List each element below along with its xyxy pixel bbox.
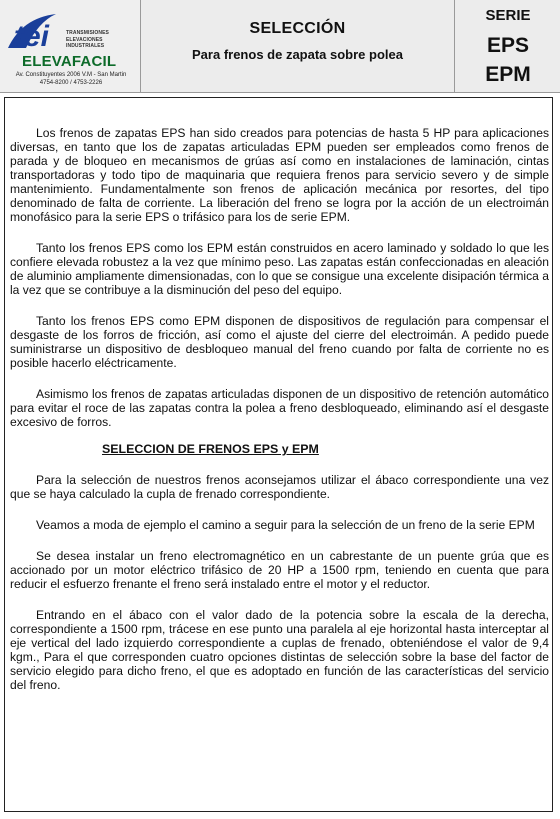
document-body: [4, 97, 553, 812]
company-address: Av. Constituyentes 2006 V.M - San Martin 4754-8200 / 4753-2226: [15, 72, 127, 86]
section-heading: SELECCION DE FRENOS EPS y EPM: [102, 442, 319, 456]
regulation-paragraph: Tanto los frenos EPS como EPM disponen de dispositivos de regulación para compensar el desgaste de los forros de fricción, así como el ajuste del cierre del electroimán. A pedido puede suministrarse un dispositivo de desbloqueo manual del freno cuando por falta de corriente no es posible hacerlo eléctricamente.: [10, 314, 549, 370]
header: [0, 0, 560, 93]
construction-paragraph: Tanto los frenos EPS como los EPM están construidos en acero laminado y soldado lo que les confiere elevada robustez a la vez que mínimo peso. Las zapatas están confeccionadas en aleación de aluminio ampliamente dimensionadas, con lo que se consigue una excelente disipación térmica a la vez que se contribuye a la disminución del peso del equipo.: [10, 241, 549, 297]
tei-logo-icon: [4, 8, 68, 56]
brand-name: ELEVAFACIL: [22, 53, 117, 70]
svg-text:tei: tei: [14, 20, 50, 53]
logo-tagline: TRANSMISIONES ELEVACIONES INDUSTRIALES: [66, 30, 109, 49]
serie-epm: EPM: [485, 63, 531, 86]
page-subtitle: Para frenos de zapata sobre polea: [192, 47, 403, 62]
abacus-paragraph: Entrando en el ábaco con el valor dado de la potencia sobre la escala de la derecha, correspondiente a 1500 rpm, trácese en ese punto una paralela al eje horizontal hasta interceptar al eje vertical del lado izquierdo correspondiente a cuplas de frenado, obteniéndose el valor de 9,4 kgm., Para el que corresponden cuatro opciones distintas de selección sobre la base del factor de servicio elegido para dicho freno, el que es adoptado en función de las características del servicio del freno.: [10, 608, 549, 692]
retention-paragraph: Asimismo los frenos de zapatas articuladas disponen de un dispositivo de retención automático para evitar el roce de las zapatas contra la polea a freno desbloqueado, eliminando así el desgaste excesivo de forros.: [10, 387, 549, 429]
serie-label: SERIE: [485, 7, 531, 24]
case-paragraph: Se desea instalar un freno electromagnético en un cabrestante de un puente grúa que es accionado por un motor eléctrico trifásico de 20 HP a 1500 rpm, teniendo en cuenta que para reducir el esfuerzo frenante el freno será instalado entre el motor y el reductor.: [10, 549, 549, 591]
example-paragraph: Veamos a moda de ejemplo el camino a seguir para la selección de un freno de la serie EPM: [36, 518, 535, 532]
selection-paragraph: Para la selección de nuestros frenos aconsejamos utilizar el ábaco correspondiente una vez que se haya calculado la cupla de frenado correspondiente.: [10, 473, 549, 501]
serie-block: [454, 0, 560, 92]
company-logo: [0, 0, 141, 92]
page-title: SELECCIÓN: [249, 20, 346, 37]
serie-eps: EPS: [486, 34, 530, 57]
intro-paragraph: Los frenos de zapatas EPS han sido creados para potencias de hasta 5 HP para aplicaciones diversas, en tanto que los de zapatas articuladas EPM pueden ser empleados como frenos de parada y de bloqueo en mecanismos de grúas así como en instalaciones de laminación, cintas transportadoras y todo tipo de maquinaria que requiera frenos para servicio severo y de simple mantenimiento. Fundamentalmente son frenos de aplicación mecánica por resortes, del tipo denominado de falta de corriente. La liberación del freno se logra por la acción de un electroimán monofásico para la serie EPS o trifásico para los de serie EPM.: [10, 126, 549, 224]
title-block: [141, 0, 454, 92]
